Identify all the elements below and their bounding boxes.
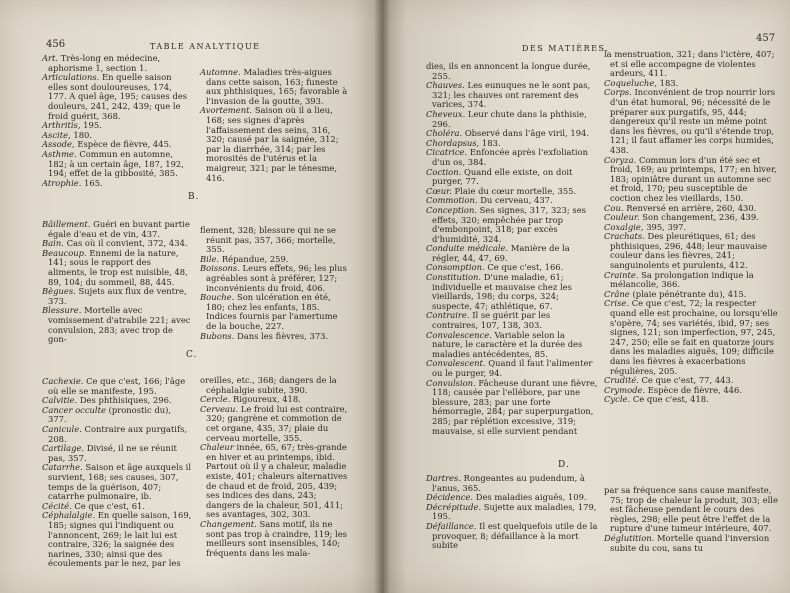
index-text: Des phthisiques, 296. bbox=[79, 395, 172, 406]
index-term: Crise. bbox=[604, 298, 630, 309]
index-term: Dartres. bbox=[426, 473, 461, 483]
index-text: par sa fréquence sans cause manifeste, 75; trop de chaleur la produit, 303; elle est fâcheuse pendant le cours des règles, 298; elle peut être l'effet de la rupture d'une tumeur intérieure, 407. bbox=[604, 485, 778, 534]
index-text: Ce que c'est, 166; l'âge où elle se manifeste, 195. bbox=[48, 376, 186, 396]
index-text: D'une maladie, 61; individuelle et mauvaise chez les vieillards, 198; du corps, 324; suspecte, 47; athlétique, 67. bbox=[432, 272, 572, 311]
index-text: Ce que c'est, 72; la respecter quand elle est prochaine, ou lorsqu'elle s'opère, 74; ses variétés, ibid, 97; ses signes, 121; son imperfection, 97, 245, 247, 250; elle se fait en quatorze jours dans les maladies aiguës, 109; difficile dans les fièvres à exacerbations régulières, 205. bbox=[610, 298, 778, 376]
index-term: Cancer occulte bbox=[42, 404, 106, 415]
index-term: Conception. bbox=[426, 204, 477, 215]
index-term: Convalescent. bbox=[426, 358, 486, 369]
right-col2 bbox=[604, 50, 780, 405]
index-term: Bubons. bbox=[200, 330, 235, 341]
right-section-d-col2 bbox=[604, 486, 780, 553]
index-term: Chordapsus, bbox=[426, 137, 480, 148]
index-text: Ses signes, 317, 323; ses effets, 320; empêchée par trop d'embonpoint, 318; par excès d'humidité, 324. bbox=[432, 204, 586, 244]
index-entry bbox=[42, 220, 192, 239]
right-page bbox=[382, 0, 790, 593]
index-text: 183. bbox=[659, 77, 679, 88]
index-entry bbox=[426, 379, 598, 437]
index-entry bbox=[42, 150, 192, 179]
left-running-head: TABLE ANALYTIQUE bbox=[150, 42, 261, 51]
index-text: Renversé en arrière, 260, 430. bbox=[626, 202, 757, 213]
section-letter-c: C. bbox=[186, 350, 198, 360]
index-text: Il se guérit par les contraires, 107, 138, 303. bbox=[432, 310, 551, 331]
index-term: Atrophie. bbox=[42, 177, 82, 188]
left-section-c-col1 bbox=[42, 377, 192, 569]
left-page bbox=[0, 0, 382, 593]
index-text: Le froid lui est contraire, 320; gangrène et commotion de cet organe, 435, 37; plaie du cerveau mortelle, 355. bbox=[206, 403, 348, 443]
index-entry bbox=[42, 444, 192, 463]
index-text: Variable selon la nature, le caractère et la durée des maladies antécédentes, 85. bbox=[432, 329, 583, 359]
left-section-a-col2 bbox=[200, 68, 350, 183]
index-entry bbox=[42, 377, 192, 396]
index-entry bbox=[426, 474, 598, 493]
index-term: Ascite, bbox=[42, 129, 71, 140]
index-text: Des pleurétiques, 61; des phthisiques, 296, 448; leur mauvaise couleur dans les fièvres, 241; sanguinolents et purulents, 412. bbox=[610, 231, 767, 271]
index-text: Observé dans l'âge viril, 194. bbox=[464, 128, 590, 139]
index-term: Bâillement. bbox=[42, 219, 91, 229]
index-term: Automne. bbox=[200, 67, 241, 77]
index-term: Crudité. bbox=[604, 375, 639, 386]
index-entry bbox=[426, 522, 598, 551]
index-entry bbox=[426, 62, 598, 81]
right-page-number: 457 bbox=[756, 33, 776, 44]
index-text: Ennemi de la nature, 141; sous le rapport des aliments, le trop est nuisible, 48, 89, 104; du sommeil, 88, 445. bbox=[48, 247, 188, 287]
left-section-c-col2 bbox=[200, 376, 350, 558]
index-text: Saison où il a lieu, 168; ses signes d'après l'affaissement des seins, 316, 320; causé par la saignée, 312; par la diarrhée, 314; par les morosités de l'utérus et la maigreur, 321; par le ténesme, 416. bbox=[206, 105, 339, 183]
section-letter-b: B. bbox=[188, 192, 200, 202]
index-term: Choléra. bbox=[426, 128, 463, 139]
index-text: Rigoureux, 418. bbox=[233, 394, 301, 405]
index-text: Fâcheuse durant une fièvre, 118; causée par l'ellébore, par une blessure, 283; par une forte hémorragie, 284; par superpurgation, 285; par réplétion excessive, 319; mauvaise, si elle survient pendant bbox=[432, 377, 598, 436]
index-text: Espèce de fièvre, 446. bbox=[647, 384, 743, 395]
index-term: Asthme. bbox=[42, 148, 77, 159]
index-text: Leurs effets, 96; les plus agréables sont à préférer, 127; inconvénients du froid, 406. bbox=[206, 263, 347, 293]
index-entry bbox=[426, 148, 598, 167]
index-text: Il est quelquefois utile de la provoquer, 8; défaillance à la mort subite bbox=[432, 520, 598, 551]
index-term: Commotion. bbox=[426, 195, 478, 206]
index-text: (pronostic du), 377. bbox=[48, 404, 172, 425]
index-entry bbox=[426, 110, 598, 129]
index-text: 183. bbox=[481, 137, 501, 148]
index-term: Consomption. bbox=[426, 262, 485, 273]
right-section-d-col1 bbox=[426, 474, 598, 551]
index-text: Quand elle existe, on doit purger, 77. bbox=[432, 166, 573, 187]
index-text: Du cerveau, 437. bbox=[480, 195, 553, 206]
index-entry bbox=[42, 287, 192, 306]
index-term: Cartilage. bbox=[42, 443, 85, 454]
index-term: Céphalalgie. bbox=[42, 510, 96, 521]
index-entry bbox=[200, 106, 350, 183]
book-gutter bbox=[374, 0, 390, 593]
index-entry bbox=[42, 179, 192, 189]
index-entry bbox=[42, 406, 192, 425]
index-entry bbox=[604, 486, 780, 534]
index-term: Convalescence. bbox=[426, 329, 492, 340]
index-term: Coxalgie, bbox=[604, 221, 644, 232]
index-text: Sujette aux maladies, 179, 195. bbox=[432, 501, 597, 522]
index-entry bbox=[426, 359, 598, 378]
right-col1 bbox=[426, 62, 598, 436]
index-term: Catarrhe. bbox=[42, 462, 83, 473]
index-term: Couleur. bbox=[604, 212, 640, 223]
right-running-head: DES MATIÈRES. bbox=[522, 44, 610, 53]
index-text: Sa prolongation indique la mélancolie, 366. bbox=[610, 269, 754, 290]
index-entry bbox=[426, 503, 598, 522]
index-entry bbox=[426, 273, 598, 311]
index-term: Cycle. bbox=[604, 394, 631, 405]
index-entry bbox=[426, 311, 598, 330]
index-term: Calvitie. bbox=[42, 395, 78, 406]
index-term: Cécité. bbox=[42, 500, 72, 511]
index-text: Sans motif, ils ne sont pas trop à craindre, 119; les meilleurs sont insensibles, 140; fréquents dans les mala- bbox=[206, 518, 347, 558]
index-entry bbox=[426, 168, 598, 187]
index-entry bbox=[42, 306, 192, 344]
index-term: Assode, bbox=[42, 139, 75, 150]
index-entry bbox=[200, 376, 350, 395]
index-term: Cicatrice. bbox=[426, 147, 468, 158]
index-term: Convulsion. bbox=[426, 377, 476, 388]
index-term: Déglutition. bbox=[604, 532, 655, 543]
index-entry bbox=[200, 520, 350, 558]
index-text: Saison et âge auxquels il survient, 168; ses causes, 307, temps de la guérison, 407; catarrhe pulmonaire, ib. bbox=[48, 462, 192, 502]
index-text: Enfoncée après l'exfoliation d'un os, 384. bbox=[432, 147, 589, 167]
index-text: Espèce de fièvre, 445. bbox=[77, 139, 172, 150]
index-term: Constitution. bbox=[426, 272, 482, 283]
index-entry bbox=[200, 226, 350, 255]
index-term: Crachats. bbox=[604, 231, 645, 242]
index-text: Son ulcération en été, 180; chez les enfants, 185. Indices fournis par l'amertume de la bouche, 227. bbox=[206, 292, 338, 331]
index-text: 195. bbox=[83, 120, 102, 131]
index-term: Crâne bbox=[604, 288, 630, 299]
index-text: (plaie pénétrante du), 415. bbox=[632, 288, 747, 299]
index-text: Quand il faut l'alimenter ou le purger, 94. bbox=[432, 358, 593, 378]
index-entry bbox=[426, 81, 598, 110]
index-text: Répandue, 259. bbox=[221, 253, 289, 264]
index-entry bbox=[426, 206, 598, 244]
left-section-a-col1 bbox=[42, 54, 192, 188]
index-entry bbox=[604, 156, 780, 204]
index-term: Cou. bbox=[604, 202, 624, 213]
index-term: Conduite médicale. bbox=[426, 243, 509, 254]
index-term: Arthritis, bbox=[42, 120, 81, 131]
index-text: 165. bbox=[84, 177, 103, 188]
index-text: oreilles, etc., 368; dangers de la céphalalgie subite, 390. bbox=[200, 375, 337, 395]
index-entry bbox=[42, 511, 192, 569]
index-term: Beaucoup. bbox=[42, 247, 87, 258]
index-term: Bouche. bbox=[200, 292, 235, 303]
index-entry bbox=[200, 264, 350, 293]
index-entry bbox=[604, 395, 780, 405]
index-text: Commun en automne, 182; à un certain âge, 187, 192, 194; effet de la gibbosité, 385. bbox=[48, 148, 184, 179]
index-term: Contraire. bbox=[426, 310, 470, 321]
index-text: Inconvénient de trop nourrir lors d'un état humoral, 96; nécessité de le préparer aux purgatifs, 95, 444; dangereux qu'il reste un même point dans les fièvres, ou qu'il s'étende trop, 121; il faut affamer les corps humides, 438. bbox=[610, 87, 776, 155]
index-text: Divisé, il ne se réunit pas, 357. bbox=[48, 443, 177, 463]
index-entry bbox=[604, 88, 780, 155]
index-entry bbox=[200, 443, 350, 520]
index-entry bbox=[604, 534, 780, 553]
index-text: Très-long en médecine, aphorisme 1, section 1. bbox=[48, 53, 161, 73]
index-term: Blessure. bbox=[42, 305, 82, 316]
index-term: Coryza. bbox=[604, 154, 637, 165]
index-text: Mortelle quand l'inversion subite du cou, sans tu bbox=[610, 532, 770, 553]
index-text: 180. bbox=[73, 129, 93, 140]
index-entry bbox=[42, 73, 192, 121]
index-term: Cœur. bbox=[426, 185, 452, 196]
index-term: Canicule. bbox=[42, 423, 82, 434]
index-term: Décrépitude. bbox=[426, 501, 482, 512]
index-term: Articulations. bbox=[42, 72, 100, 83]
index-text: Rongeantes au pudendum, à l'anus, 365. bbox=[432, 473, 585, 493]
index-entry bbox=[200, 293, 350, 331]
index-entry bbox=[604, 50, 780, 79]
index-entry bbox=[42, 249, 192, 287]
index-text: Ce que c'est, 418. bbox=[632, 394, 709, 405]
index-term: Chauves. bbox=[426, 80, 465, 91]
index-term: Corps. bbox=[604, 87, 632, 98]
index-text: Contraire aux purgatifs, 208. bbox=[48, 423, 188, 444]
index-term: Cheveux. bbox=[426, 108, 466, 119]
index-term: Art. bbox=[42, 53, 59, 63]
index-text: Leur chute dans la phthisie, 296. bbox=[432, 108, 587, 129]
index-text: Commun lors d'un été sec et froid, 169; au printemps, 177; en hiver, 183; opiniâtre durant un automne sec et froid, 170; peu susceptible de coction chez les vieillards, 150. bbox=[610, 154, 777, 203]
index-text: 395, 397. bbox=[646, 221, 687, 232]
index-entry bbox=[604, 299, 780, 376]
index-entry bbox=[42, 425, 192, 444]
index-text: Les eunuques ne le sont pas, 321; les chauves ont rarement des varices, 374. bbox=[432, 80, 591, 110]
index-text: Des maladies aiguës, 109. bbox=[475, 492, 587, 503]
index-entry bbox=[200, 332, 350, 342]
index-term: Cerveau. bbox=[200, 403, 239, 414]
section-letter-d: D. bbox=[558, 460, 570, 470]
index-entry bbox=[42, 54, 192, 73]
index-entry bbox=[426, 331, 598, 360]
index-text: Ce que c'est, 77, 443. bbox=[641, 375, 734, 386]
index-term: Bègues. bbox=[42, 286, 76, 297]
index-term: Bain. bbox=[42, 238, 64, 249]
index-entry bbox=[426, 244, 598, 263]
index-term: Coction. bbox=[426, 166, 462, 177]
index-text: Mortelle avec vomissement d'atrabile 221; avec convulsion, 283; avec trop de gon- bbox=[48, 305, 191, 345]
index-text: Maladies très-aigues dans cette saison, 163; funeste aux phthisiques, 165; favorable à l'invasion de la goutte, 393. bbox=[206, 67, 348, 106]
index-entry bbox=[200, 405, 350, 443]
index-entry bbox=[604, 232, 780, 270]
left-section-b-col1 bbox=[42, 220, 192, 345]
index-term: Défaillance. bbox=[426, 520, 477, 531]
index-text: innée, 65, 67; très-grande en hiver et au printemps, ibid. Partout où il y a chaleur, maladie existe, 401; chaleurs alternatives de chaud et de froid, 205, 439; ses indices des dans, 243; dangers de la chaleur, 501, 411; ses avantages, 302, 303. bbox=[206, 442, 348, 520]
index-entry bbox=[604, 271, 780, 290]
index-entry bbox=[42, 463, 192, 501]
index-text: Plaie du cœur mortelle, 355. bbox=[454, 185, 577, 196]
index-text: Guéri en buvant partie égale d'eau et de vin, 437. bbox=[48, 219, 190, 239]
index-term: Changement. bbox=[200, 518, 257, 529]
index-text: flement, 328; blessure qui ne se réunit pas, 357, 366; mortelle, 355. bbox=[200, 225, 336, 255]
index-text: En quelle saison elles sont douloureuses, 174, 177. A quel âge, 195; causes des douleurs, 241, 242, 439; que le froid guérit, 368. bbox=[48, 72, 188, 121]
index-text: Ce que c'est, 61. bbox=[74, 500, 146, 511]
index-term: Cachexie. bbox=[42, 376, 84, 386]
index-term: Chaleur bbox=[200, 442, 234, 453]
left-page-number: 456 bbox=[46, 39, 66, 50]
index-text: Son changement, 236, 439. bbox=[642, 212, 759, 223]
index-text: la menstruation, 321; dans l'ictère, 407; et si elle accompagne de violentes ardeurs, 411. bbox=[604, 49, 775, 79]
index-text: dies, ils en annoncent la longue durée, 255. bbox=[426, 61, 591, 81]
index-text: Manière de la régler, 44, 47, 69. bbox=[432, 243, 570, 263]
index-text: Dans les fièvres, 373. bbox=[236, 330, 329, 341]
index-term: Coqueluche, bbox=[604, 77, 657, 88]
index-term: Bile. bbox=[200, 253, 220, 264]
index-text: Ce que c'est, 166. bbox=[487, 262, 564, 273]
index-term: Crainte. bbox=[604, 269, 639, 280]
index-text: Sujets aux flux de ventre, 373. bbox=[48, 286, 187, 306]
index-text: En quelle saison, 169, 185; signes qui l'indiquent ou l'annoncent, 269; le lait lui est contraire, 326; la saignée des narines, 330; ainsi que des écoulements par le nez, par les bbox=[48, 510, 192, 569]
index-text: Cas où il convient, 372, 434. bbox=[66, 238, 188, 249]
index-entry bbox=[200, 68, 350, 106]
index-term: Crymode. bbox=[604, 384, 646, 395]
index-term: Cercle. bbox=[200, 394, 231, 405]
index-term: Boissons. bbox=[200, 263, 240, 274]
index-term: Décidence. bbox=[426, 492, 474, 503]
left-section-b-col2 bbox=[200, 226, 350, 341]
index-term: Avortement. bbox=[200, 105, 253, 116]
